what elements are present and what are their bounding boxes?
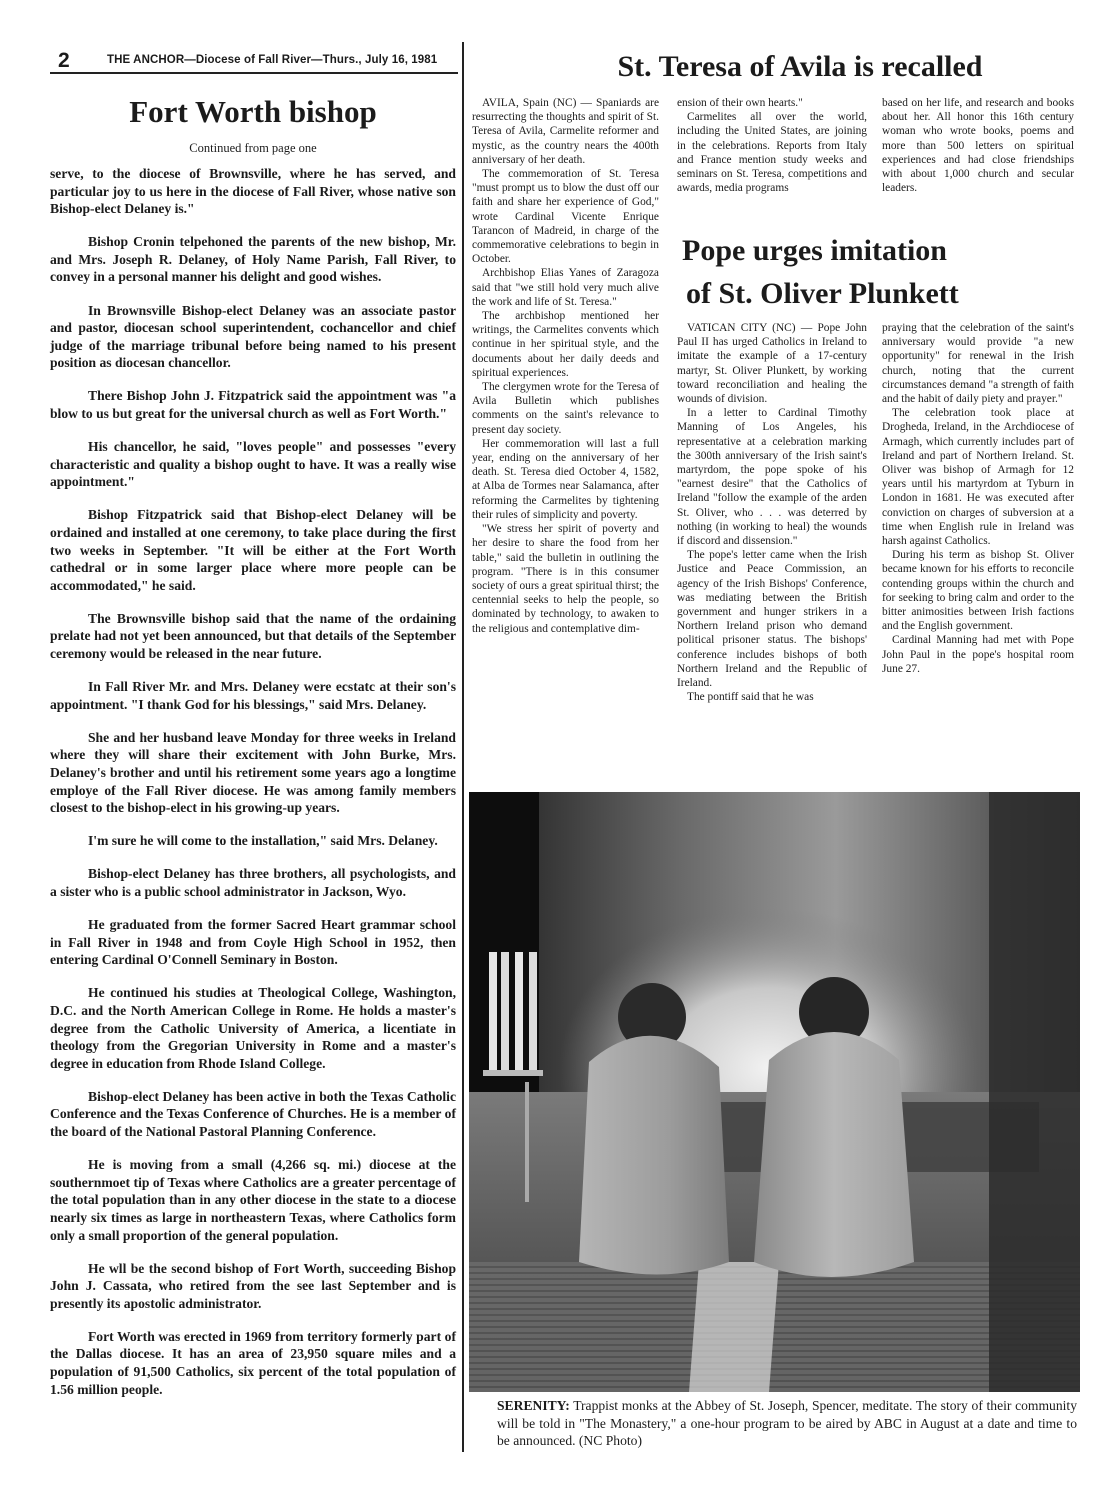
column-divider [462, 42, 464, 1452]
article-paragraph: Fort Worth was erected in 1969 from territory formerly part of the Dallas diocese. It has an area of 23,950 square miles and a population of 91,500 Catholics, six percent of the total population of 1.56 million people. [50, 1328, 456, 1397]
article-paragraph: Bishop-elect Delaney has three brothers, all psychologists, and a sister who is a public school administrator in Jackson, Wyo. [50, 866, 456, 899]
plunkett-headline-line1: Pope urges imitation [682, 234, 947, 267]
article-paragraph: The Brownsville bishop said that the name of the ordaining prelate had not yet been announced, but that details of the September ceremony would be released in the near future. [50, 610, 456, 662]
article-paragraph: He graduated from the former Sacred Heart grammar school in Fall River in 1948 and from Coyle High School in 1952, then entering Cardinal O'Connell Seminary in Boston. [50, 917, 456, 968]
photo-caption [497, 1397, 1077, 1450]
article-paragraph: In Brownsville Bishop-elect Delaney was an associate pastor and pastor, diocesan school superintendent, cochancellor and chief judge of the marriage tribunal before being named to his present position as diocesan chancellor. [50, 302, 456, 371]
continued-note: Continued from page one [189, 141, 317, 155]
teresa-column-3 [882, 96, 1074, 195]
plunkett-column-2 [882, 321, 1074, 676]
article-paragraph: I'm sure he will come to the installation," said Mrs. Delaney. [88, 833, 438, 849]
article-paragraph: Bishop Cronin telpehoned the parents of the new bishop, Mr. and Mrs. Joseph R. Delaney, of Holy Name Parish, Fall River, to convey in a personal manner his delight and good wishes. [50, 234, 456, 285]
article-paragraph: Bishop Fitzpatrick said that Bishop-elect Delaney will be ordained and installed at one ceremony, to take place during the first two weeks in September. "It will be either at the Fort Worth cathedral or in some larger place where more people can be accommodated," he said. [50, 507, 456, 593]
article-paragraph: AVILA, Spain (NC) — Spaniards are resurrecting the thoughts and spirit of St. Teresa of Avila, Carmelite reformer and mystic, as the country nears the 400th anniversary of her death. [472, 97, 659, 166]
article-paragraph: The commemoration of St. Teresa "must prompt us to blow the dust off our faith and share her experience of God," wrote Cardinal Vicente Enrique Tarancon of Madreid, in charge of the commemorative celebrations to begin in October. [472, 168, 659, 266]
article-paragraph: During his term as bishop St. Oliver became known for his efforts to reconcile contending groups within the church and for seeking to bring calm and order to the bitter animosities between Irish factions and the English government. [882, 549, 1074, 633]
article-paragraph: serve, to the diocese of Brownsville, where he has served, and particular joy to us here in the diocese of Fall River, whose native son Bishop-elect Delaney is." [50, 166, 456, 217]
article-paragraph: There Bishop John J. Fitzpatrick said the appointment was "a blow to us but great for the universal church as well as Fort Worth." [50, 388, 456, 422]
article-paragraph: The celebration took place at Drogheda, Ireland, in the Archdiocese of Armagh, which currently includes part of Ireland and part of Northern Ireland. St. Oliver was bishop of Armagh for 12 years until his martyrdom at Tyburn in London in 1681. He was executed after conviction on charges of subversion at a time when English rule in Ireland was harsh against Catholics. [882, 407, 1074, 548]
article-paragraph: In Fall River Mr. and Mrs. Delaney were ecstatc at their son's appointment. "I thank God for his blessings," said Mrs. Delaney. [50, 679, 456, 712]
article-paragraph: praying that the celebration of the saint's anniversary would provide "a new opportunity" for renewal in the Irish church, noting that the current circumstances demand "a strength of faith and the habit of daily piety and prayer." [882, 322, 1074, 406]
header-rule [50, 72, 458, 74]
article-paragraph: He is moving from a small (4,266 sq. mi.) diocese at the southernmoet tip of Texas where Catholics are a greater percentage of the total population than in any other diocese in the state to a diocese nearly six times as large in northeastern Texas, where Catholics form only a small proportion of the general population. [50, 1157, 456, 1243]
caption-label: SERENITY: [497, 1398, 570, 1413]
publication-line: THE ANCHOR—Diocese of Fall River—Thurs., July 16, 1981 [107, 54, 438, 66]
article-paragraph: His chancellor, he said, "loves people" and possesses "every characteristic and quality a bishop ought to have. It was a really wise appointment." [50, 439, 456, 490]
fort-worth-headline: Fort Worth bishop [129, 94, 377, 129]
article-paragraph: VATICAN CITY (NC) — Pope John Paul II has urged Catholics in Ireland to imitate the example of a 17-century martyr, St. Oliver Plunkett, by working toward reconciliation and healing the wounds of division. [677, 322, 867, 406]
plunkett-headline-line2: of St. Oliver Plunkett [686, 277, 959, 310]
article-paragraph: He continued his studies at Theological College, Washington, D.C. and the North American College in Rome. He holds a master's degree from the Catholic University of America, a licentiate in theology from the Gregorian University in Rome and a master's degree in education from Rhode Island College. [50, 985, 456, 1071]
article-paragraph: Her commemoration will last a full year, ending on the anniversary of her death. St. Teresa died October 4, 1582, at Alba de Tormes near Salamanca, after reforming the Carmelites by tightening their rules of simplicity and poverty. [472, 437, 659, 521]
fort-worth-article [50, 165, 456, 1414]
article-paragraph: Bishop-elect Delaney has been active in both the Texas Catholic Conference and the Texas Conference of Churches. He is a member of the board of the National Pastoral Planning Conference. [50, 1088, 456, 1140]
teresa-column-2 [677, 96, 867, 195]
article-paragraph: "We stress her spirit of poverty and her desire to share the food from her table," said the bulletin in outlining the program. "There is in this consumer society of ours a great spiritual thirst; the centennial seeks to help the people, so dominated by technology, to awaken to the religious and contemplative dim- [472, 523, 659, 635]
page-number: 2 [58, 49, 70, 72]
article-paragraph: The clergymen wrote for the Teresa of Avila Bulletin which publishes comments on the saint's relevance to present day society. [472, 381, 659, 436]
article-paragraph: She and her husband leave Monday for three weeks in Ireland where they will share their excitement with John Burke, Mrs. Delaney's brother and until his retirement some years ago a longtime employe of the Fall River diocese. He was among family members closest to the bishop-elect in his growing-up years. [50, 729, 456, 816]
teresa-column-1 [472, 96, 659, 636]
teresa-headline: St. Teresa of Avila is recalled [617, 50, 983, 83]
caption-text: Trappist monks at the Abbey of St. Joseph, Spencer, meditate. The story of their community will be told in "The Monastery," a one-hour program to be aired by ABC in August at a date and time to be announced. (NC Photo) [497, 1398, 1078, 1449]
article-paragraph: Carmelites all over the world, including the United States, are joining in the celebrations. Reports from Italy and France mention study weeks and seminars on St. Teresa, competitions and awards, media programs [677, 111, 867, 195]
article-paragraph: He wll be the second bishop of Fort Worth, succeeding Bishop John J. Cassata, who retired from the see last September and is presently its apostolic administrator. [50, 1260, 456, 1311]
plunkett-column-1 [677, 321, 867, 704]
monks-photo [469, 792, 1080, 1392]
article-paragraph: The pontiff said that he was [687, 691, 814, 704]
article-paragraph: ension of their own hearts." [677, 97, 803, 109]
article-paragraph: Cardinal Manning had met with Pope John Paul in the pope's hospital room June 27. [882, 634, 1074, 675]
article-paragraph: Archbishop Elias Yanes of Zaragoza said that "we still hold very much alive the work and life of St. Teresa." [472, 267, 659, 308]
article-paragraph: The pope's letter came when the Irish Justice and Peace Commission, an agency of the Irish Bishops' Conference, was mediating between the British government and hunger strikers in a Northern Ireland prison who demand political prisoner status. The bishops' conference includes bishops of both Northern Ireland and the Republic of Ireland. [677, 549, 867, 690]
article-paragraph: In a letter to Cardinal Timothy Manning of Los Angeles, his representative at a celebration marking the 300th anniversary of the Irish saint's martyrdom, the pope spoke of his "earnest desire" that the Catholics of Ireland "follow the example of the arden St. Oliver, who . . . was deterred by nothing (in working to heal) the wounds if discord and dissension." [677, 407, 867, 548]
article-paragraph: based on her life, and research and books about her. All honor this 16th century woman who wrote books, poems and more than 500 letters on spiritual experiences and had close friendships with about 1,000 church and secular leaders. [882, 97, 1074, 195]
article-paragraph: The archbishop mentioned her writings, the Carmelites convents which continue in her spiritual style, and the documents about her daily deeds and spiritual experiences. [472, 310, 659, 379]
